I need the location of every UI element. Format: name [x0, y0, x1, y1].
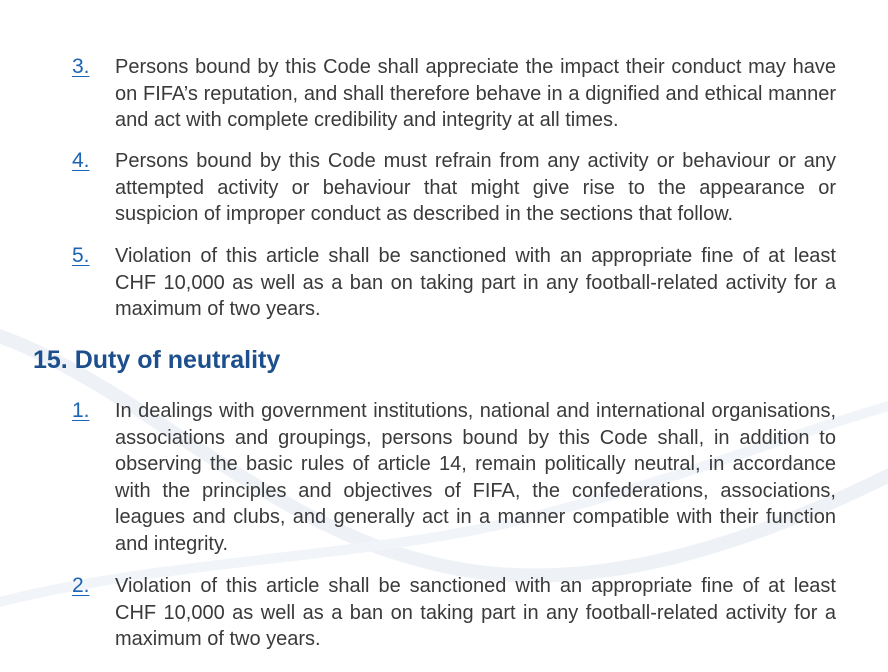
item-number-link[interactable]: 4.	[72, 149, 90, 172]
list-item-4	[72, 148, 836, 228]
item-number-link[interactable]: 1.	[72, 399, 90, 422]
list-item-5	[72, 243, 836, 323]
item-number-link[interactable]: 5.	[72, 244, 90, 267]
item-text: In dealings with government institutions, national and international organisations, associations and groupings, persons bound by this Code shall, in addition to observing the basic rules of article 14, remain politically neutral, in accordance with the principles and objectives of FIFA, the confederations, associations, leagues and clubs, and generally act in a manner compatible with their function and integrity.	[115, 400, 836, 555]
item-text: Persons bound by this Code must refrain from any activity or behaviour or any attempted activity or behaviour that might give rise to the appearance or suspicion of improper conduct as described in the sections that follow.	[115, 150, 836, 225]
item-text: Violation of this article shall be sanctioned with an appropriate fine of at least CHF 10,000 as well as a ban on taking part in any football-related activity for a maximum of two years.	[115, 575, 836, 650]
section-list-item-1	[72, 398, 836, 557]
item-number-link[interactable]: 3.	[72, 55, 90, 78]
item-text: Persons bound by this Code shall appreciate the impact their conduct may have on FIFA’s reputation, and shall therefore behave in a dignified and ethical manner and act with complete credibility and integrity at all times.	[115, 56, 836, 131]
section-list-item-2	[72, 573, 836, 653]
item-number-link[interactable]: 2.	[72, 574, 90, 597]
list-item-3	[72, 54, 836, 134]
section-heading: 15. Duty of neutrality	[33, 346, 281, 374]
item-text: Violation of this article shall be sanctioned with an appropriate fine of at least CHF 10,000 as well as a ban on taking part in any football-related activity for a maximum of two years.	[115, 245, 836, 320]
